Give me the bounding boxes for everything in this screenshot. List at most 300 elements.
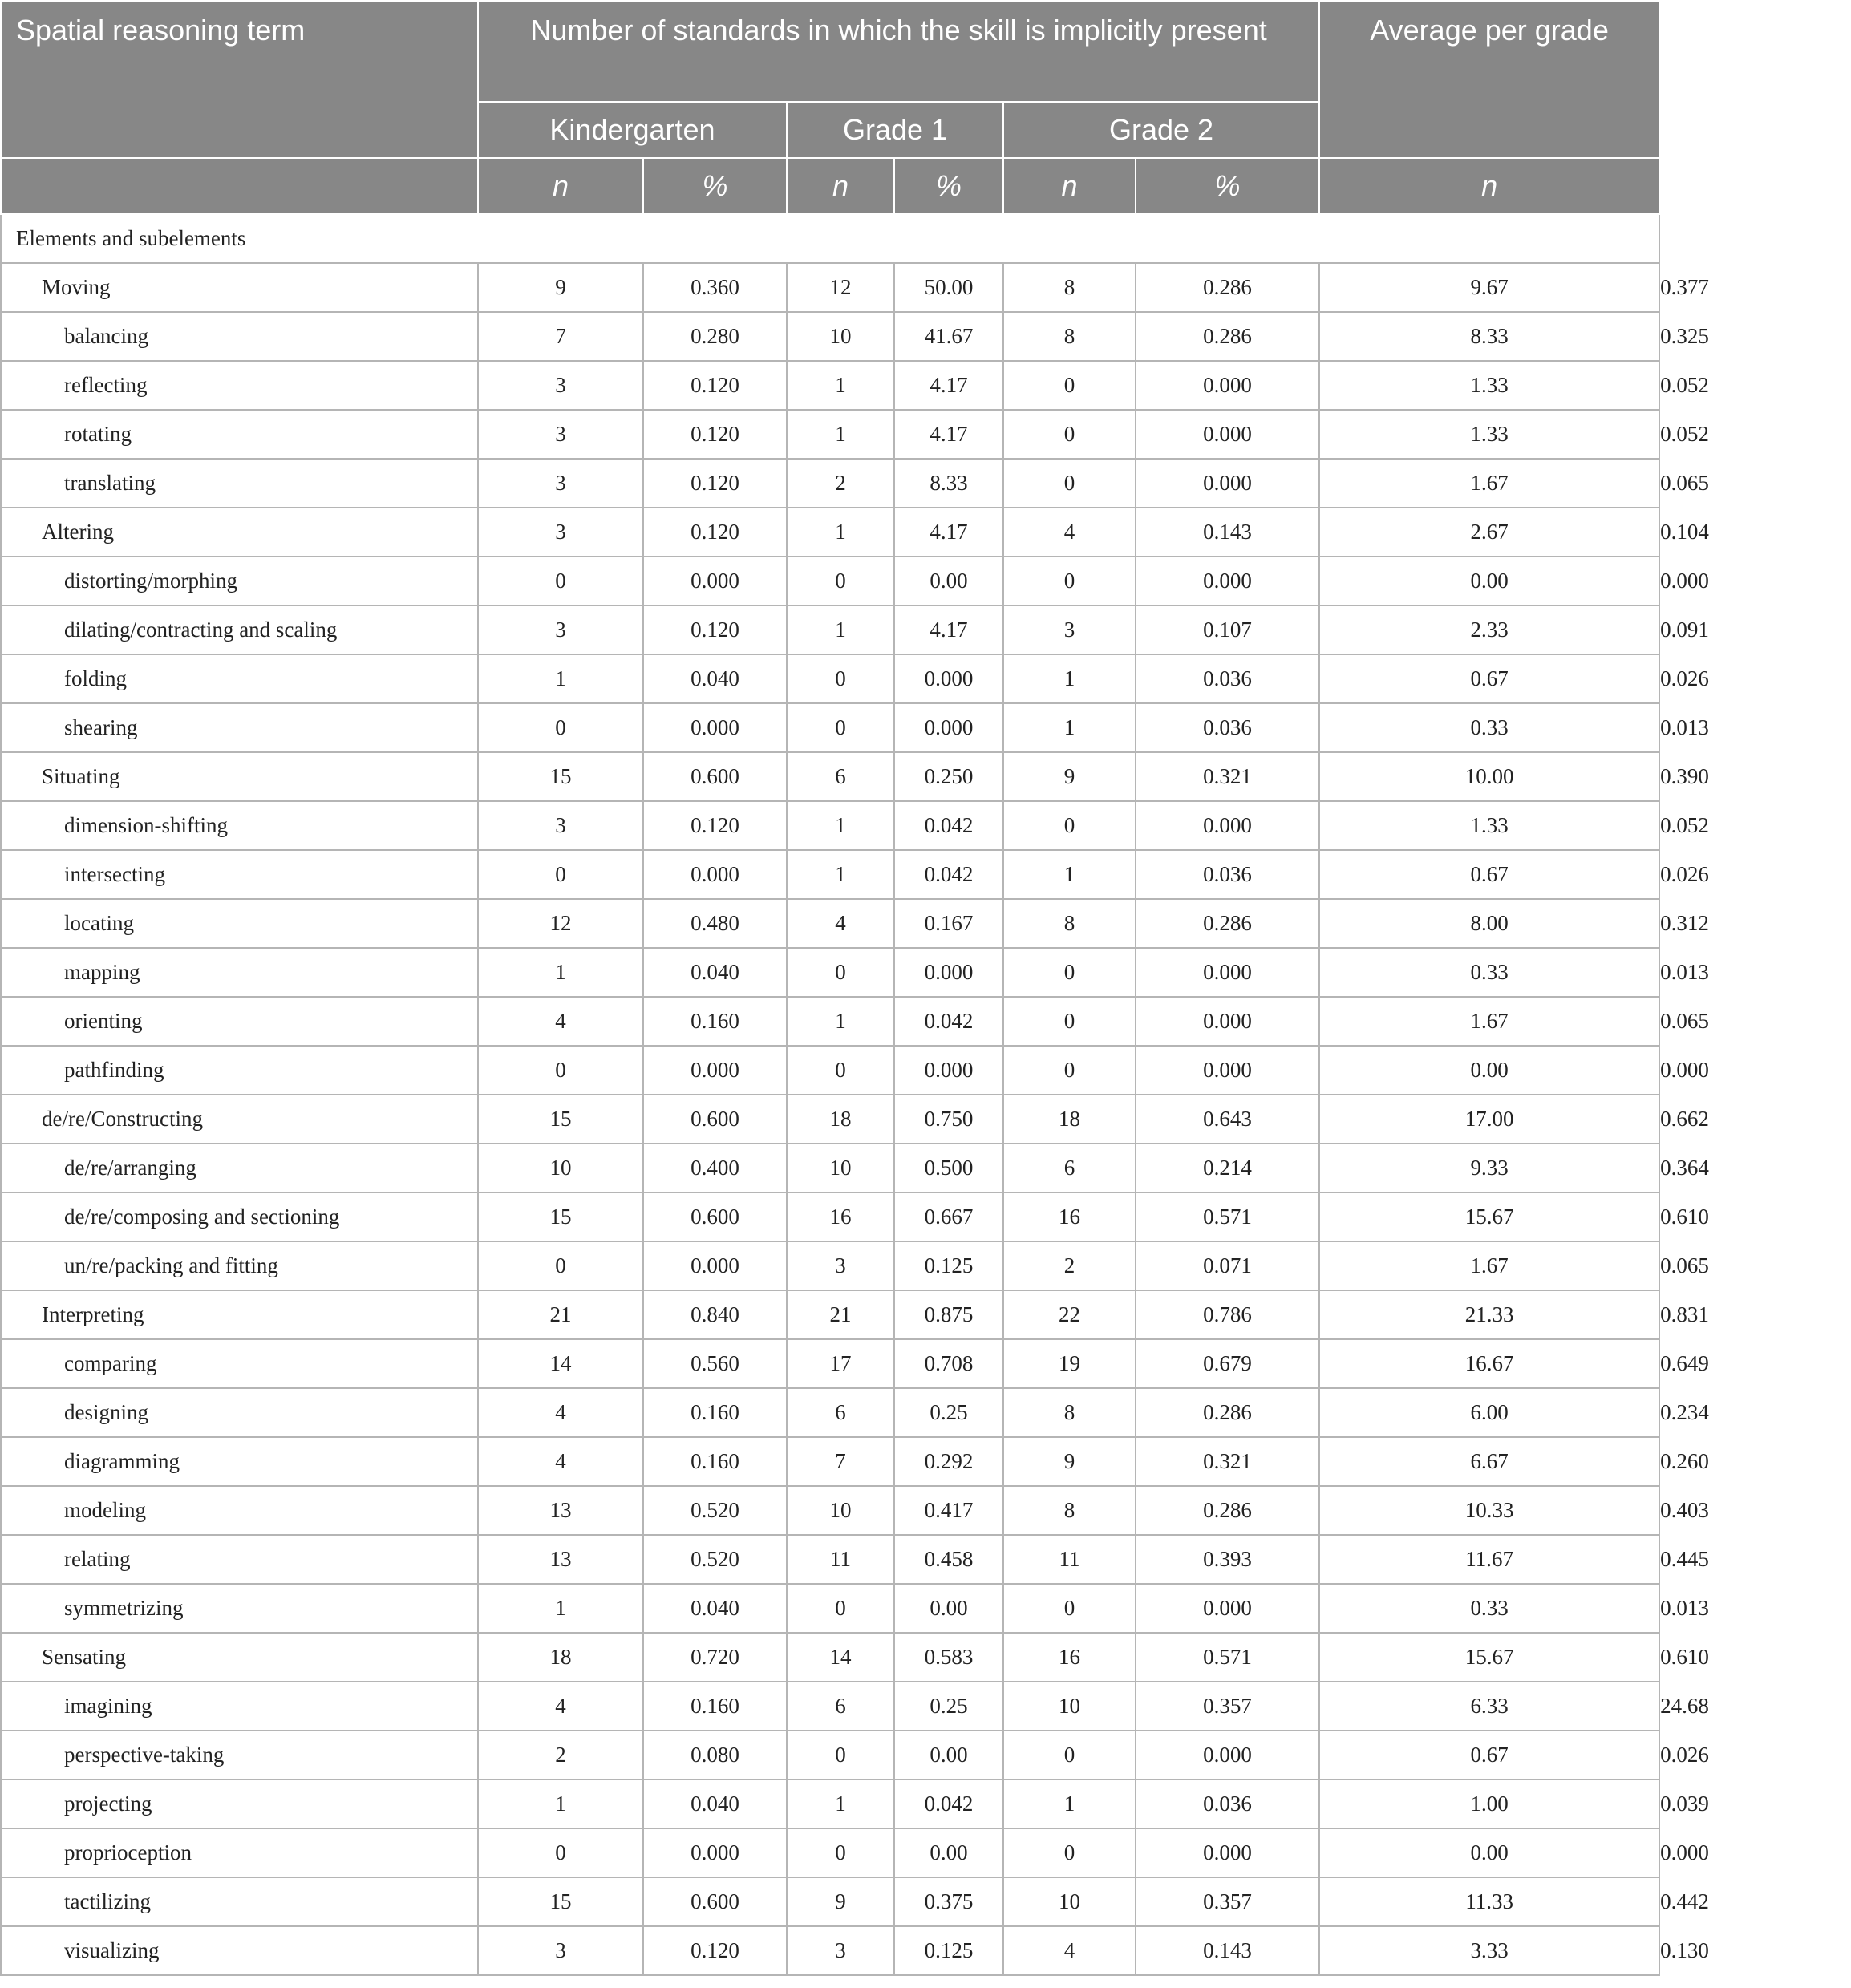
table-cell: 0.480 (643, 899, 787, 948)
table-cell: 0.400 (643, 1144, 787, 1192)
row-label: dimension-shifting (1, 801, 478, 850)
table-cell: 0.786 (1136, 1290, 1319, 1339)
table-cell: 13 (478, 1486, 643, 1535)
table-cell: 1.67 (1319, 1241, 1659, 1290)
table-row: locating 12 0.480 4 0.167 8 0.286 8.00 0.312 (1, 899, 1659, 948)
row-label: un/re/packing and fitting (1, 1241, 478, 1290)
table-row: symmetrizing 1 0.040 0 0.00 0 0.000 0.33 0.013 (1, 1584, 1659, 1633)
table-cell: 0.321 (1136, 1437, 1319, 1486)
table-row: Situating 15 0.600 6 0.250 9 0.321 10.00 0.390 (1, 752, 1659, 801)
table-cell: 3 (478, 1926, 643, 1975)
table-cell: 17.00 (1319, 1095, 1659, 1144)
table-cell: 1 (787, 410, 894, 459)
row-label: perspective-taking (1, 1731, 478, 1779)
table-cell: 8 (1003, 1486, 1136, 1535)
row-label: pathfinding (1, 1046, 478, 1095)
table-cell: 21.33 (1319, 1290, 1659, 1339)
table-cell: 0.292 (894, 1437, 1003, 1486)
table-cell: 0.036 (1136, 1779, 1319, 1828)
table-cell: 11.67 (1319, 1535, 1659, 1584)
table-cell: 0.875 (894, 1290, 1003, 1339)
row-label: locating (1, 899, 478, 948)
table-cell: 0.600 (643, 1095, 787, 1144)
table-cell: 8 (1003, 899, 1136, 948)
table-cell: 4.17 (894, 605, 1003, 654)
table-cell: 0.00 (1319, 557, 1659, 605)
table-cell: 0.036 (1136, 703, 1319, 752)
table-cell: 6 (787, 752, 894, 801)
table-cell: 0.321 (1136, 752, 1319, 801)
table-cell: 1.33 (1319, 361, 1659, 410)
table-cell: 0 (1003, 410, 1136, 459)
table-cell: 4.17 (894, 361, 1003, 410)
row-label: imagining (1, 1682, 478, 1731)
table-cell: 9 (478, 263, 643, 312)
row-label: shearing (1, 703, 478, 752)
table-cell: 0 (478, 703, 643, 752)
table-cell: 0.67 (1319, 654, 1659, 703)
table-cell: 0.000 (1136, 410, 1319, 459)
table-cell: 15 (478, 1095, 643, 1144)
table-cell: 0.000 (643, 1241, 787, 1290)
table-cell: 0.520 (643, 1535, 787, 1584)
table-cell: 10.33 (1319, 1486, 1659, 1535)
table-row: diagramming 4 0.160 7 0.292 9 0.321 6.67 0.260 (1, 1437, 1659, 1486)
table-cell: 0.375 (894, 1877, 1003, 1926)
table-cell: 8.00 (1319, 899, 1659, 948)
table-cell: 0.458 (894, 1535, 1003, 1584)
table-cell: 0.33 (1319, 1584, 1659, 1633)
table-cell: 0.560 (643, 1339, 787, 1388)
row-label: mapping (1, 948, 478, 997)
table-cell: 0 (1003, 1046, 1136, 1095)
table-header: Spatial reasoning term Number of standards in which the skill is implicitly present Average per grade Overall representation Kindergarten Grade 1 Grade 2 n % n % n % n % (1, 1, 1659, 214)
table-row: rotating 3 0.120 1 4.17 0 0.000 1.33 0.052 (1, 410, 1659, 459)
table-cell: 0.107 (1136, 605, 1319, 654)
table-cell: 0.280 (643, 312, 787, 361)
row-label: de/re/arranging (1, 1144, 478, 1192)
table-cell: 0 (1003, 1828, 1136, 1877)
table-cell: 0.286 (1136, 1486, 1319, 1535)
table-cell: 0.708 (894, 1339, 1003, 1388)
table-cell: 50.00 (894, 263, 1003, 312)
table-cell: 0.000 (643, 703, 787, 752)
row-label: designing (1, 1388, 478, 1437)
table-cell: 0.120 (643, 605, 787, 654)
table-cell: 14 (787, 1633, 894, 1682)
row-label: balancing (1, 312, 478, 361)
table-cell: 0 (787, 1584, 894, 1633)
table-body (1, 214, 1709, 1975)
table-cell: 18 (478, 1633, 643, 1682)
table-row: dilating/contracting and scaling 3 0.120 1 4.17 3 0.107 2.33 0.091 (1, 605, 1659, 654)
table-cell: 2 (1003, 1241, 1136, 1290)
section-row (1, 214, 1659, 263)
table-cell: 0.160 (643, 997, 787, 1046)
table-cell: 0.000 (1136, 557, 1319, 605)
table-cell: 0.286 (1136, 263, 1319, 312)
table-cell: 0 (1003, 801, 1136, 850)
table-cell: 0 (787, 1828, 894, 1877)
table-cell: 1.33 (1319, 801, 1659, 850)
table-row: mapping 1 0.040 0 0.000 0 0.000 0.33 0.013 (1, 948, 1659, 997)
row-label: orienting (1, 997, 478, 1046)
table-cell: 12 (478, 899, 643, 948)
table-cell: 0.67 (1319, 850, 1659, 899)
table-cell: 15.67 (1319, 1192, 1659, 1241)
table-row: de/re/arranging 10 0.400 10 0.500 6 0.214 9.33 0.364 (1, 1144, 1659, 1192)
table-cell: 0.000 (894, 948, 1003, 997)
table-row: intersecting 0 0.000 1 0.042 1 0.036 0.67 0.026 (1, 850, 1659, 899)
table-cell: 6 (1003, 1144, 1136, 1192)
table-cell: 2 (787, 459, 894, 508)
table-cell: 0.120 (643, 361, 787, 410)
table-cell: 4 (1003, 508, 1136, 557)
table-cell: 0 (1003, 459, 1136, 508)
table-cell: 0.120 (643, 410, 787, 459)
table-cell: 10 (787, 1486, 894, 1535)
table-cell: 15 (478, 752, 643, 801)
table-cell: 10 (787, 1144, 894, 1192)
table-cell: 0.583 (894, 1633, 1003, 1682)
row-label: translating (1, 459, 478, 508)
table-cell: 0.042 (894, 997, 1003, 1046)
table-cell: 3 (478, 508, 643, 557)
table-cell: 21 (478, 1290, 643, 1339)
table-cell: 1 (787, 508, 894, 557)
table-cell: 0.00 (1319, 1828, 1659, 1877)
table-row: projecting 1 0.040 1 0.042 1 0.036 1.00 0.039 (1, 1779, 1659, 1828)
table-cell: 0.667 (894, 1192, 1003, 1241)
table-cell: 4 (478, 1682, 643, 1731)
table-cell: 0.000 (894, 1046, 1003, 1095)
table-cell: 0.00 (894, 1731, 1003, 1779)
table-cell: 0.040 (643, 948, 787, 997)
table-cell: 0 (1003, 557, 1136, 605)
table-cell: 4.17 (894, 508, 1003, 557)
table-cell: 0 (478, 557, 643, 605)
row-label: reflecting (1, 361, 478, 410)
table-cell: 0.160 (643, 1437, 787, 1486)
table-cell: 10 (478, 1144, 643, 1192)
table-row: proprioception 0 0.000 0 0.00 0 0.000 0.00 0.000 (1, 1828, 1659, 1877)
table-cell: 7 (787, 1437, 894, 1486)
table-row: perspective-taking 2 0.080 0 0.00 0 0.000 0.67 0.026 (1, 1731, 1659, 1779)
table-row: modeling 13 0.520 10 0.417 8 0.286 10.33 0.403 (1, 1486, 1659, 1535)
table-cell: 0 (478, 1828, 643, 1877)
table-cell: 4 (478, 997, 643, 1046)
table-cell: 6.67 (1319, 1437, 1659, 1486)
table-cell: 0.679 (1136, 1339, 1319, 1388)
row-label: modeling (1, 1486, 478, 1535)
table-cell: 0.00 (894, 1584, 1003, 1633)
table-cell: 1 (787, 605, 894, 654)
table-cell: 0 (787, 948, 894, 997)
table-cell: 15 (478, 1877, 643, 1926)
table-cell: 4.17 (894, 410, 1003, 459)
table-cell: 4 (1003, 1926, 1136, 1975)
table-cell: 3 (478, 361, 643, 410)
table-row: Moving 9 0.360 12 50.00 8 0.286 9.67 0.377 (1, 263, 1659, 312)
table-cell: 9.33 (1319, 1144, 1659, 1192)
header-grade-2: Grade 2 (1003, 102, 1319, 158)
table-cell: 0.042 (894, 801, 1003, 850)
table-cell: 0.000 (1136, 361, 1319, 410)
table-cell: 14 (478, 1339, 643, 1388)
row-label: comparing (1, 1339, 478, 1388)
table-cell: 0.000 (1136, 801, 1319, 850)
header-sub-k-pct: % (643, 158, 787, 214)
row-label: visualizing (1, 1926, 478, 1975)
table-cell: 0 (478, 1241, 643, 1290)
table-cell: 0.25 (894, 1388, 1003, 1437)
table-cell: 1 (787, 1779, 894, 1828)
table-cell: 0.393 (1136, 1535, 1319, 1584)
header-grade-kindergarten: Kindergarten (478, 102, 787, 158)
table-cell: 1 (478, 1779, 643, 1828)
table-cell: 0.120 (643, 801, 787, 850)
table-cell: 8 (1003, 263, 1136, 312)
table-cell: 0 (478, 850, 643, 899)
table-cell: 6 (787, 1388, 894, 1437)
table-cell: 2.33 (1319, 605, 1659, 654)
table-cell: 1 (787, 850, 894, 899)
table-cell: 1 (787, 361, 894, 410)
table-cell: 18 (1003, 1095, 1136, 1144)
table-cell: 0.000 (1136, 459, 1319, 508)
row-label: Interpreting (1, 1290, 478, 1339)
table-cell: 9.67 (1319, 263, 1659, 312)
table-cell: 0.500 (894, 1144, 1003, 1192)
table-cell: 0.600 (643, 1877, 787, 1926)
table-cell: 0.143 (1136, 508, 1319, 557)
table-cell: 0.000 (643, 1828, 787, 1877)
table-cell: 11.33 (1319, 1877, 1659, 1926)
table-cell: 2.67 (1319, 508, 1659, 557)
table-cell: 0.214 (1136, 1144, 1319, 1192)
table-cell: 9 (1003, 752, 1136, 801)
table-cell: 15.67 (1319, 1633, 1659, 1682)
table-cell: 0.25 (894, 1682, 1003, 1731)
table-cell: 2 (478, 1731, 643, 1779)
table-cell: 3 (787, 1926, 894, 1975)
table-cell: 16 (1003, 1192, 1136, 1241)
table-cell: 0.167 (894, 899, 1003, 948)
table-cell: 0.357 (1136, 1682, 1319, 1731)
table-cell: 0.286 (1136, 1388, 1319, 1437)
table-row: Interpreting 21 0.840 21 0.875 22 0.786 21.33 0.831 (1, 1290, 1659, 1339)
table-cell: 0.00 (894, 557, 1003, 605)
table-row: relating 13 0.520 11 0.458 11 0.393 11.67 0.445 (1, 1535, 1659, 1584)
row-label: projecting (1, 1779, 478, 1828)
table-cell: 0.67 (1319, 1731, 1659, 1779)
table-cell: 9 (1003, 1437, 1136, 1486)
row-label: relating (1, 1535, 478, 1584)
table-cell: 11 (1003, 1535, 1136, 1584)
table-cell: 12 (787, 263, 894, 312)
row-label: intersecting (1, 850, 478, 899)
table-row: un/re/packing and fitting 0 0.000 3 0.125 2 0.071 1.67 0.065 (1, 1241, 1659, 1290)
table-cell: 0.036 (1136, 850, 1319, 899)
table-cell: 1.67 (1319, 459, 1659, 508)
table-cell: 10 (1003, 1682, 1136, 1731)
table-cell: 3.33 (1319, 1926, 1659, 1975)
table-cell: 0.071 (1136, 1241, 1319, 1290)
table-cell: 8.33 (1319, 312, 1659, 361)
table-cell: 4 (478, 1437, 643, 1486)
table-cell: 0.040 (643, 654, 787, 703)
table-row: de/re/composing and sectioning 15 0.600 16 0.667 16 0.571 15.67 0.610 (1, 1192, 1659, 1241)
table-cell: 0.040 (643, 1584, 787, 1633)
table-cell: 0.00 (894, 1828, 1003, 1877)
table-cell: 3 (478, 801, 643, 850)
table-cell: 4 (478, 1388, 643, 1437)
table-row: dimension-shifting 3 0.120 1 0.042 0 0.000 1.33 0.052 (1, 801, 1659, 850)
table-row: folding 1 0.040 0 0.000 1 0.036 0.67 0.026 (1, 654, 1659, 703)
table-cell: 0.000 (1136, 1046, 1319, 1095)
table-cell: 16 (787, 1192, 894, 1241)
table-cell: 0.160 (643, 1388, 787, 1437)
table-cell: 8 (1003, 312, 1136, 361)
row-label: de/re/Constructing (1, 1095, 478, 1144)
table-cell: 0.286 (1136, 312, 1319, 361)
table-cell: 0.143 (1136, 1926, 1319, 1975)
row-label: proprioception (1, 1828, 478, 1877)
table-cell: 0.840 (643, 1290, 787, 1339)
table-cell: 0.357 (1136, 1877, 1319, 1926)
table-row: balancing 7 0.280 10 41.67 8 0.286 8.33 0.325 (1, 312, 1659, 361)
table-cell: 1 (1003, 850, 1136, 899)
table-cell: 0 (787, 1046, 894, 1095)
table-cell: 0 (787, 557, 894, 605)
header-sub-avg-n: n (1319, 158, 1659, 214)
header-sub-blank (1, 158, 478, 214)
table-cell: 0.000 (894, 654, 1003, 703)
row-label: de/re/composing and sectioning (1, 1192, 478, 1241)
table-cell: 10 (1003, 1877, 1136, 1926)
table-cell: 0 (1003, 997, 1136, 1046)
table-row: Altering 3 0.120 1 4.17 4 0.143 2.67 0.104 (1, 508, 1659, 557)
table-cell: 10 (787, 312, 894, 361)
table-cell: 41.67 (894, 312, 1003, 361)
table-row: pathfinding 0 0.000 0 0.000 0 0.000 0.00 0.000 (1, 1046, 1659, 1095)
table-cell: 3 (478, 605, 643, 654)
table-cell: 8 (1003, 1388, 1136, 1437)
table-cell: 0.600 (643, 752, 787, 801)
table-cell: 0.120 (643, 1926, 787, 1975)
table-cell: 6.00 (1319, 1388, 1659, 1437)
table-cell: 1 (478, 948, 643, 997)
table-row: tactilizing 15 0.600 9 0.375 10 0.357 11.33 0.442 (1, 1877, 1659, 1926)
table-cell: 0.33 (1319, 948, 1659, 997)
table-cell: 16.67 (1319, 1339, 1659, 1388)
row-label: diagramming (1, 1437, 478, 1486)
table-cell: 0 (1003, 1584, 1136, 1633)
table-cell: 0 (478, 1046, 643, 1095)
table-cell: 0.036 (1136, 654, 1319, 703)
table-row: imagining 4 0.160 6 0.25 10 0.357 6.33 24.68 (1, 1682, 1659, 1731)
table-cell: 0.000 (643, 557, 787, 605)
table-cell: 6.33 (1319, 1682, 1659, 1731)
table-cell: 8.33 (894, 459, 1003, 508)
header-average: Average per grade (1319, 1, 1659, 158)
table-cell: 10.00 (1319, 752, 1659, 801)
table-cell: 0.600 (643, 1192, 787, 1241)
table-cell: 0 (1003, 361, 1136, 410)
table-cell: 0.360 (643, 263, 787, 312)
row-label: Sensating (1, 1633, 478, 1682)
table-cell: 0 (1003, 948, 1136, 997)
table-cell: 0.571 (1136, 1192, 1319, 1241)
header-sub-g1-n: n (787, 158, 894, 214)
table-cell: 15 (478, 1192, 643, 1241)
table-cell: 0.125 (894, 1241, 1003, 1290)
row-label: rotating (1, 410, 478, 459)
table-cell: 16 (1003, 1633, 1136, 1682)
table-cell: 9 (787, 1877, 894, 1926)
table-cell: 3 (478, 410, 643, 459)
table-cell: 0.000 (643, 1046, 787, 1095)
table-cell: 0.571 (1136, 1633, 1319, 1682)
table-row: designing 4 0.160 6 0.25 8 0.286 6.00 0.234 (1, 1388, 1659, 1437)
table-row: visualizing 3 0.120 3 0.125 4 0.143 3.33 0.130 (1, 1926, 1659, 1975)
header-sub-k-n: n (478, 158, 643, 214)
row-label: distorting/morphing (1, 557, 478, 605)
table-row: Sensating 18 0.720 14 0.583 16 0.571 15.67 0.610 (1, 1633, 1659, 1682)
row-label: Moving (1, 263, 478, 312)
table-row: distorting/morphing 0 0.000 0 0.00 0 0.000 0.00 0.000 (1, 557, 1659, 605)
table-cell: 0.00 (1319, 1046, 1659, 1095)
table-cell: 0.000 (1136, 1584, 1319, 1633)
row-label: Altering (1, 508, 478, 557)
table-cell: 0.000 (1136, 1828, 1319, 1877)
table-row: translating 3 0.120 2 8.33 0 0.000 1.67 0.065 (1, 459, 1659, 508)
table-cell: 1 (1003, 1779, 1136, 1828)
table-cell: 7 (478, 312, 643, 361)
table-cell: 11 (787, 1535, 894, 1584)
table-cell: 0.040 (643, 1779, 787, 1828)
table-row: de/re/Constructing 15 0.600 18 0.750 18 0.643 17.00 0.662 (1, 1095, 1659, 1144)
table-cell: 0.520 (643, 1486, 787, 1535)
header-sub-g1-pct: % (894, 158, 1003, 214)
table-cell: 0.000 (1136, 948, 1319, 997)
table-cell: 0.000 (1136, 1731, 1319, 1779)
table-cell: 1.67 (1319, 997, 1659, 1046)
table-cell: 0.000 (643, 850, 787, 899)
table-cell: 22 (1003, 1290, 1136, 1339)
row-label: symmetrizing (1, 1584, 478, 1633)
table-cell: 0.720 (643, 1633, 787, 1682)
table-row: reflecting 3 0.120 1 4.17 0 0.000 1.33 0.052 (1, 361, 1659, 410)
table-cell: 0.120 (643, 508, 787, 557)
table-cell: 1 (478, 654, 643, 703)
table-row: comparing 14 0.560 17 0.708 19 0.679 16.67 0.649 (1, 1339, 1659, 1388)
table-cell: 1 (1003, 703, 1136, 752)
table-cell: 0.000 (894, 703, 1003, 752)
table-cell: 1 (478, 1584, 643, 1633)
table-cell: 0 (787, 703, 894, 752)
table-cell: 0.750 (894, 1095, 1003, 1144)
table-cell: 13 (478, 1535, 643, 1584)
header-sub-g2-pct: % (1136, 158, 1319, 214)
table-cell: 1.33 (1319, 410, 1659, 459)
table-cell: 0.125 (894, 1926, 1003, 1975)
table-cell: 0 (787, 654, 894, 703)
row-label: tactilizing (1, 1877, 478, 1926)
row-label: Situating (1, 752, 478, 801)
table-cell: 0.120 (643, 459, 787, 508)
table-cell: 1 (787, 997, 894, 1046)
